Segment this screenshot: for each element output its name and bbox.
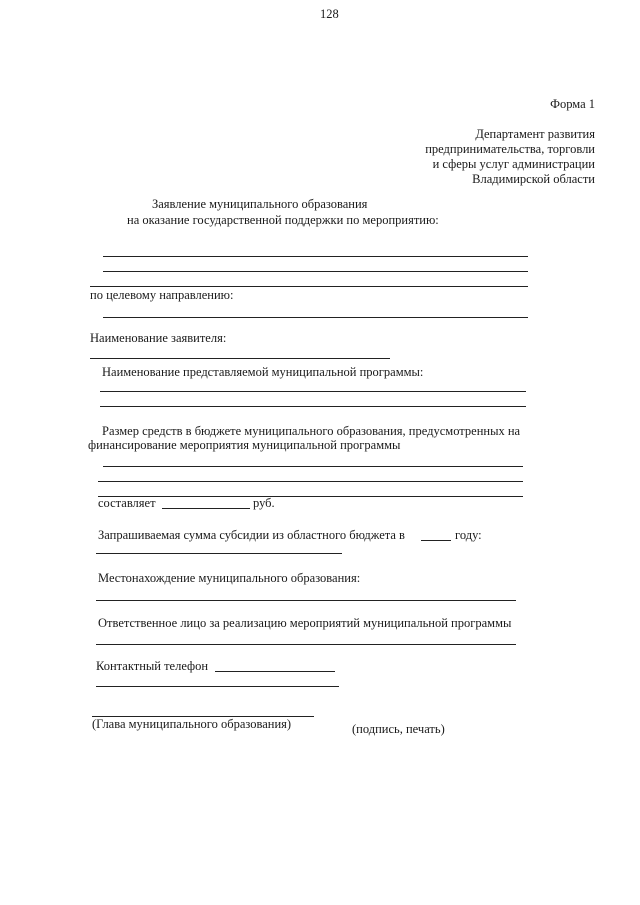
blank-line[interactable] [96,553,342,554]
form-label: Форма 1 [550,97,595,111]
amount-prefix: составляет [98,496,156,510]
contact-phone-label: Контактный телефон [96,659,209,673]
blank-line[interactable] [90,286,528,287]
addressee-line: Владимирской области [472,172,595,186]
program-name-label: Наименование представляемой муниципальной программы: [102,365,424,379]
blank-line[interactable] [96,686,339,687]
title-line: на оказание государственной поддержки по мероприятию: [127,213,439,227]
blank-line[interactable] [90,358,390,359]
amount-suffix: руб. [253,496,275,510]
head-label: (Глава муниципального образования) [92,717,292,731]
blank-line[interactable] [96,600,516,601]
addressee-line: и сферы услуг администрации [432,157,595,171]
location-label: Местонахождение муниципального образования: [98,571,361,585]
title-line: Заявление муниципального образования [152,197,368,211]
blank-line[interactable] [103,271,528,272]
blank-line[interactable] [103,317,528,318]
blank-line[interactable] [103,256,528,257]
blank-line[interactable] [98,496,523,497]
applicant-name-label: Наименование заявителя: [90,331,227,345]
blank-line[interactable] [100,406,526,407]
target-direction-label: по целевому направлению: [90,288,234,302]
budget-funds-label: финансирование мероприятия муниципальной программы [88,438,401,452]
blank-line[interactable] [98,481,523,482]
addressee-line: предпринимательства, торговли [425,142,595,156]
addressee-line: Департамент развития [475,127,595,141]
blank-line[interactable] [103,466,523,467]
subsidy-request-label: Запрашиваемая сумма субсидии из областного бюджета в [98,528,405,542]
subsidy-year-suffix: году: [455,528,482,542]
sign-label: (подпись, печать) [352,722,445,736]
amount-field[interactable] [162,508,250,509]
blank-line[interactable] [100,391,526,392]
responsible-person-label: Ответственное лицо за реализацию мероприятий муниципальной программы [98,616,512,630]
phone-field[interactable] [215,671,335,672]
blank-line[interactable] [96,644,516,645]
year-field[interactable] [421,540,451,541]
page-number: 128 [320,7,339,21]
budget-funds-label: Размер средств в бюджете муниципального образования, предусмотренных на [102,424,521,438]
